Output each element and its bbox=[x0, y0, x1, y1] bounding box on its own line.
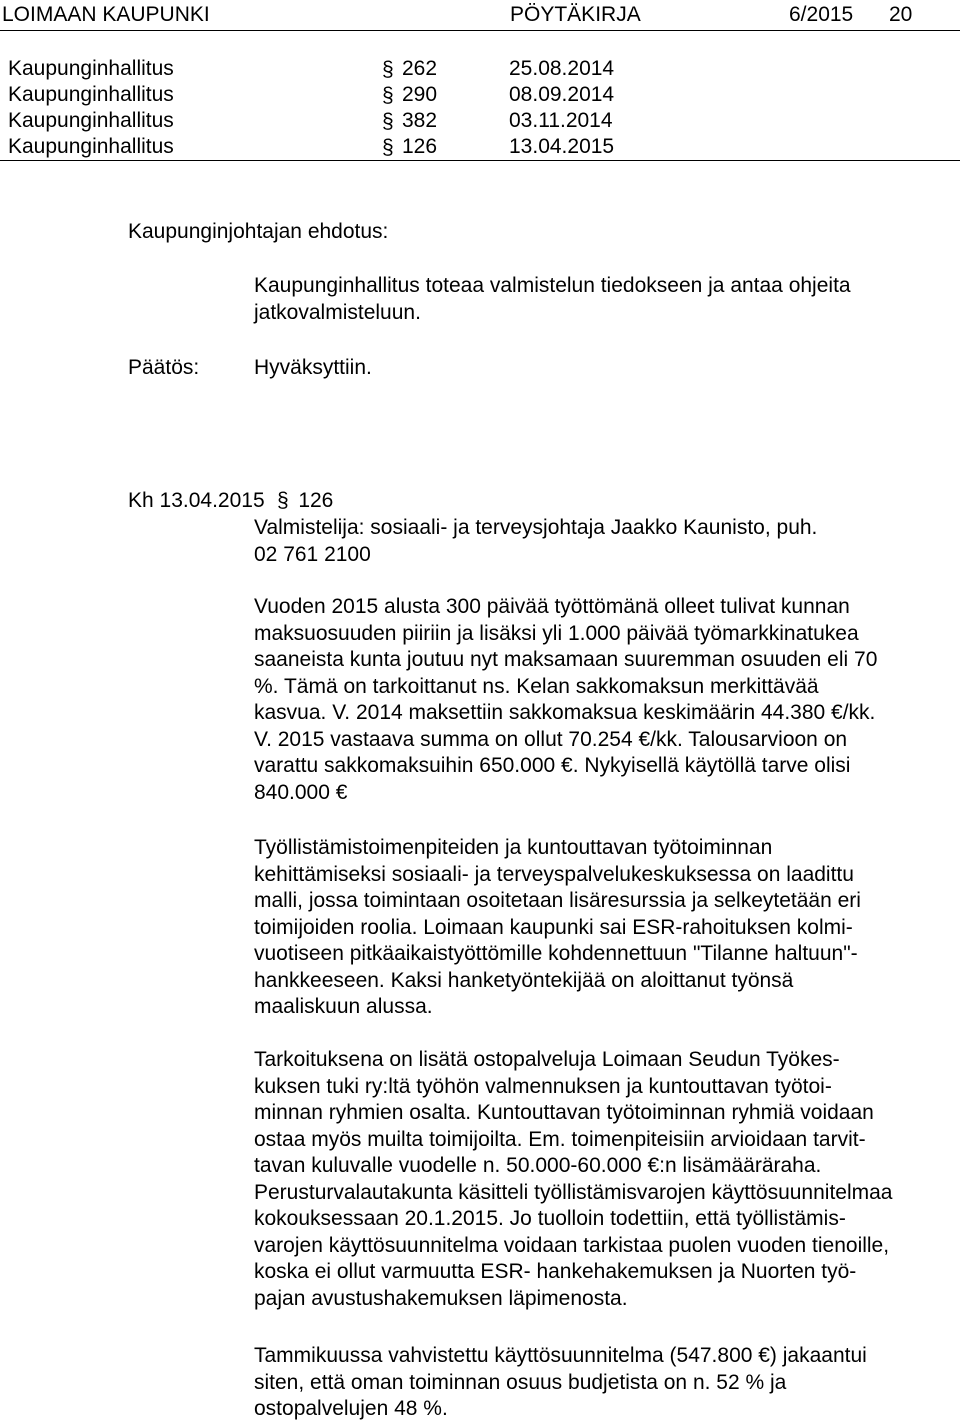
decision-label: Päätös: bbox=[128, 356, 200, 379]
document-type: PÖYTÄKIRJA bbox=[510, 3, 641, 26]
paragraph-line: toimijoiden roolia. Loimaan kaupunki sai ESR-rahoituksen kolmi- bbox=[254, 915, 853, 939]
preparer-line: 02 761 2100 bbox=[254, 542, 371, 566]
paragraph-line: pajan avustushakemuksen läpimenosta. bbox=[254, 1286, 628, 1310]
organization-name: LOIMAAN KAUPUNKI bbox=[2, 3, 210, 26]
history-body: Kaupunginhallitus bbox=[8, 109, 174, 132]
history-number: 382 bbox=[402, 109, 438, 132]
entry-reference-number: 126 bbox=[298, 489, 334, 512]
paragraph-line: kehittämiseksi sosiaali- ja terveyspalvelukeskuksessa on laadittu bbox=[254, 862, 854, 886]
body-paragraph bbox=[254, 835, 960, 1021]
history-body: Kaupunginhallitus bbox=[8, 83, 174, 106]
paragraph-line: hankkeeseen. Kaksi hanketyöntekijää on aloittanut työnsä bbox=[254, 968, 794, 992]
svg-text:§: § bbox=[382, 136, 394, 158]
paragraph-line: Työllistämistoimenpiteiden ja kuntouttavan työtoiminnan bbox=[254, 836, 773, 859]
paragraph-line: %. Tämä on tarkoittanut ns. Kelan sakkomaksun merkittävää bbox=[254, 674, 819, 698]
page-number: 20 bbox=[889, 3, 913, 26]
entry-reference bbox=[128, 488, 333, 514]
history-body: Kaupunginhallitus bbox=[8, 57, 174, 80]
history-number: 290 bbox=[402, 83, 438, 106]
paragraph-line: malli, jossa toimintaan osoitetaan lisäresurssia ja selkeytetään eri bbox=[254, 889, 861, 912]
paragraph-line: V. 2015 vastaava summa on ollut 70.254 €/kk. Talousarvioon on bbox=[254, 727, 848, 751]
paragraph-line: maksuosuuden piiriin ja lisäksi yli 1.000 päivää työmarkkinatukea bbox=[254, 621, 859, 645]
paragraph-line: Tammikuussa vahvistettu käyttösuunnitelma (547.800 €) jakaantui bbox=[254, 1344, 867, 1367]
decision-text: Hyväksyttiin. bbox=[254, 356, 372, 379]
preparer-info bbox=[254, 515, 960, 568]
history-date: 13.04.2015 bbox=[509, 135, 615, 158]
history-date: 25.08.2014 bbox=[509, 57, 615, 80]
paragraph-line: ostopalvelujen 48 %. bbox=[254, 1397, 448, 1420]
paragraph-line: kasvua. V. 2014 maksettiin sakkomaksua keskimäärin 44.380 €/kk. bbox=[254, 701, 876, 724]
paragraph-line: saaneista kunta joutuu nyt maksamaan suuremman osuuden eli 70 bbox=[254, 648, 878, 671]
body-paragraph bbox=[254, 594, 960, 806]
paragraph-line: varattu sakkomaksuihin 650.000 €. Nykyisellä käytöllä tarve olisi bbox=[254, 754, 851, 777]
svg-text:§: § bbox=[382, 58, 394, 80]
paragraph-line: kokouksessaan 20.1.2015. Jo tuolloin todettiin, että työllistämis- bbox=[254, 1207, 846, 1230]
paragraph-line: tavan kuluvalle vuodelle n. 50.000-60.000 €:n lisämääräraha. bbox=[254, 1154, 822, 1177]
paragraph-sign-icon bbox=[380, 84, 396, 106]
proposal-label: Kaupunginjohtajan ehdotus: bbox=[128, 220, 389, 243]
paragraph-line: kuksen tuki ry:ltä työhön valmennuksen ja kuntouttavan työtoi- bbox=[254, 1074, 832, 1098]
paragraph-line: Tarkoituksena on lisätä ostopalveluja Loimaan Seudun Työkes- bbox=[254, 1048, 840, 1071]
paragraph-sign-icon bbox=[380, 136, 396, 158]
paragraph-line: ostaa myös muilta toimijoilta. Em. toimenpiteisiin arvioidaan tarvit- bbox=[254, 1127, 866, 1151]
svg-text:§: § bbox=[382, 84, 394, 106]
paragraph-line: Perusturvalautakunta käsitteli työllistämisvarojen käyttösuunnitelmaa bbox=[254, 1180, 893, 1204]
paragraph-line: varojen käyttösuunnitelma voidaan tarkistaa puolen vuoden tienoille, bbox=[254, 1233, 890, 1257]
paragraph-line: Vuoden 2015 alusta 300 päivää työttömänä olleet tulivat kunnan bbox=[254, 595, 850, 618]
svg-text:§: § bbox=[277, 490, 290, 510]
paragraph-line: vuotiseen pitkäaikaistyöttömille kohdennettuun "Tilanne haltuun"- bbox=[254, 942, 858, 965]
paragraph-sign-icon bbox=[380, 58, 396, 80]
preparer-line: Valmistelija: sosiaali- ja terveysjohtaja Jaakko Kaunisto, puh. bbox=[254, 516, 818, 539]
history-date: 03.11.2014 bbox=[509, 109, 613, 132]
paragraph-sign-icon bbox=[380, 110, 396, 132]
paragraph-sign-icon bbox=[276, 490, 290, 510]
history-number: 262 bbox=[402, 57, 438, 80]
paragraph-line: koska ei ollut varmuutta ESR- hankehakemuksen ja Nuorten työ- bbox=[254, 1260, 857, 1283]
history-body: Kaupunginhallitus bbox=[8, 135, 174, 158]
proposal-line: Kaupunginhallitus toteaa valmistelun tiedokseen ja antaa ohjeita bbox=[254, 274, 851, 297]
svg-text:§: § bbox=[382, 110, 394, 132]
history-date: 08.09.2014 bbox=[509, 83, 615, 106]
entry-reference-date: Kh 13.04.2015 bbox=[128, 489, 265, 512]
body-paragraph bbox=[254, 1343, 960, 1423]
issue-number: 6/2015 bbox=[789, 3, 854, 26]
paragraph-line: maaliskuun alussa. bbox=[254, 995, 433, 1018]
history-number: 126 bbox=[402, 135, 438, 158]
proposal-line: jatkovalmisteluun. bbox=[254, 300, 421, 324]
paragraph-line: siten, että oman toiminnan osuus budjetista on n. 52 % ja bbox=[254, 1370, 787, 1394]
history-divider bbox=[0, 160, 960, 161]
proposal-text bbox=[254, 273, 960, 326]
body-paragraph bbox=[254, 1047, 960, 1312]
paragraph-line: 840.000 € bbox=[254, 780, 348, 804]
paragraph-line: minnan ryhmien osalta. Kuntouttavan työtoiminnan ryhmiä voidaan bbox=[254, 1101, 874, 1124]
